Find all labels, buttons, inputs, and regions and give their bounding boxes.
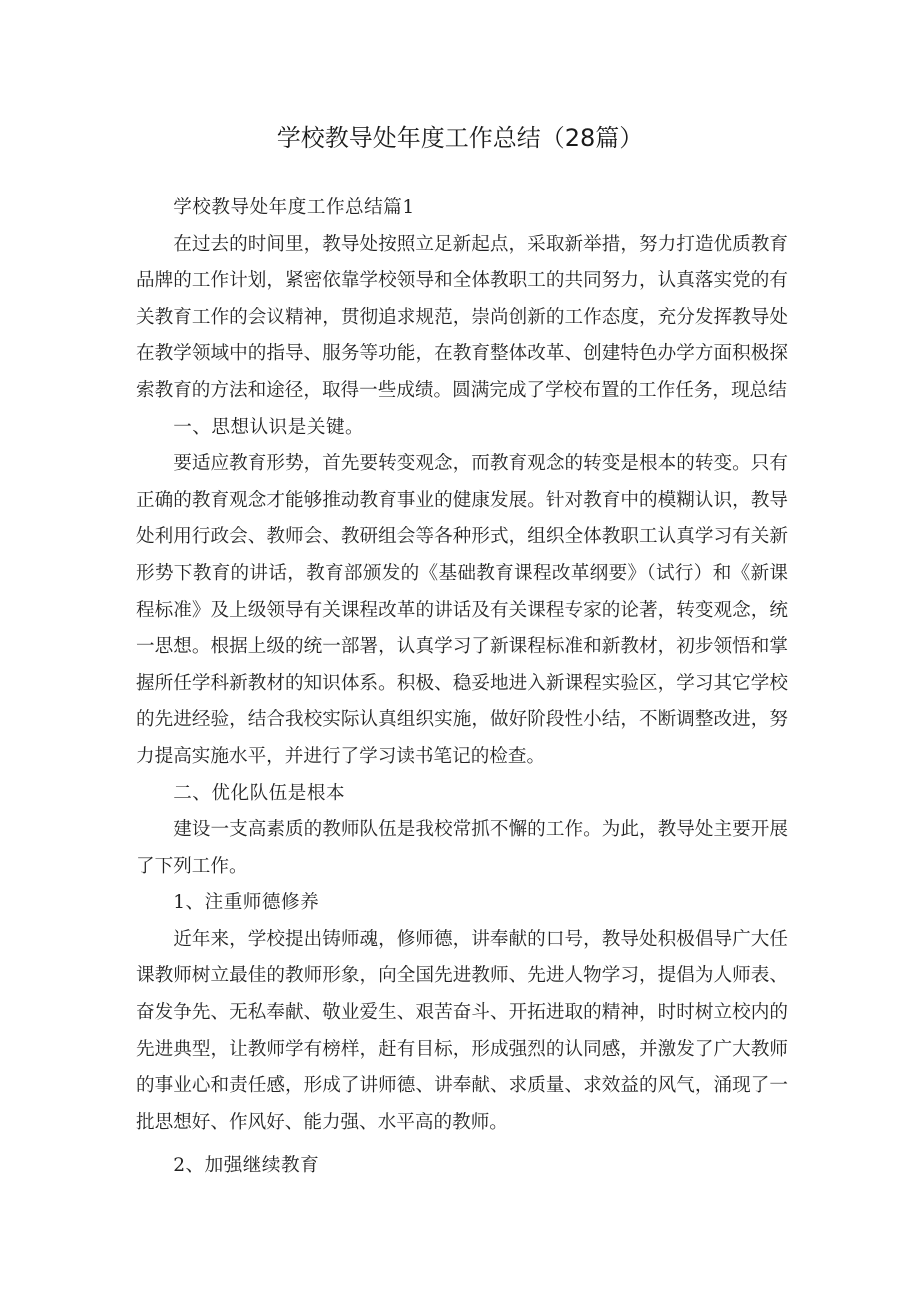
body-paragraph: 近年来，学校提出铸师魂，修师德，讲奉献的口号，教导处积极倡导广大任课教师树立最佳的教师形象，向全国先进教师、先进人物学习，提倡为人师表、奋发争先、无私奉献、敬业爱生、艰苦奋斗、开拓进取的精神，时时树立校内的先进典型，让教师学有榜样，赶有目标，形成强烈的认同感，并激发了广大教师的事业心和责任感，形成了讲师德、讲奉献、求质量、求效益的风气，涌现了一批思想好、作风好、能力强、水平高的教师。 bbox=[136, 928, 788, 1133]
document-body bbox=[136, 190, 788, 1185]
section-heading: 一、思想认识是关键。 bbox=[173, 416, 365, 438]
document-title: 学校教导处年度工作总结（28篇） bbox=[276, 124, 644, 152]
section-heading: 学校教导处年度工作总结篇1 bbox=[173, 197, 415, 218]
section-heading: 二、优化队伍是根本 bbox=[173, 782, 346, 804]
body-paragraph: 要适应教育形势，首先要转变观念，而教育观念的转变是根本的转变。只有正确的教育观念才能够推动教育事业的健康发展。针对教育中的模糊认识，教导处利用行政会、教师会、教研组会等各种形式，组织全体教职工认真学习有关新形势下教育的讲话，教育部颁发的《基础教育课程改革纲要》（试行）和《新课程标准》及上级领导有关课程改革的讲话及有关课程专家的论著，转变观念，统一思想。根据上级的统一部署，认真学习了新课程标准和新教材，初步领悟和掌握所任学科新教材的知识体系。积极、稳妥地进入新课程实验区，学习其它学校的先进经验，结合我校实际认真组织实施，做好阶段性小结，不断调整改进，努力提高实施水平，并进行了学习读书笔记的检查。 bbox=[136, 453, 788, 767]
subsection-heading: 1、注重师德修养 bbox=[173, 892, 320, 914]
body-paragraph: 在过去的时间里，教导处按照立足新起点，采取新举措，努力打造优质教育品牌的工作计划，紧密依靠学校领导和全体教职工的共同努力，认真落实党的有关教育工作的会议精神，贯彻追求规范，崇尚创新的工作态度，充分发挥教导处在教学领域中的指导、服务等功能，在教育整体改革、创建特色办学方面积极探索教育的方法和途径，取得一些成绩。圆满完成了学校布置的工作任务，现总结 bbox=[136, 233, 788, 401]
subsection-heading: 2、加强继续教育 bbox=[173, 1155, 320, 1177]
body-paragraph: 建设一支高素质的教师队伍是我校常抓不懈的工作。为此，教导处主要开展了下列工作。 bbox=[136, 819, 788, 877]
